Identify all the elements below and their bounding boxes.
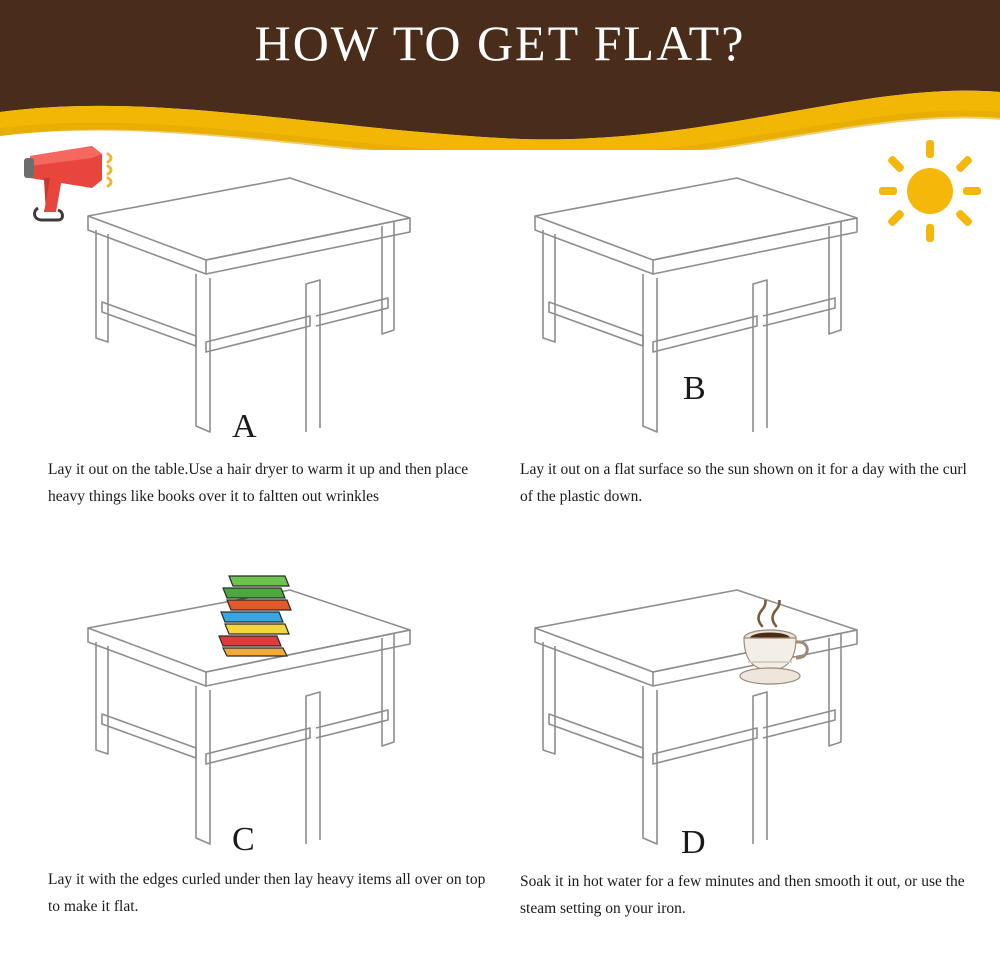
sun-icon <box>875 136 985 246</box>
page-title: HOW TO GET FLAT? <box>254 15 746 71</box>
panel-a <box>10 156 490 556</box>
panel-grid <box>0 150 1000 974</box>
panel-b <box>505 156 985 556</box>
header-banner <box>0 0 1000 150</box>
stack-of-books-icon <box>205 562 315 672</box>
panel-c <box>10 568 490 968</box>
panel-a-illustration <box>10 156 490 456</box>
panel-a-letter: A <box>232 408 257 445</box>
panel-a-caption: Lay it out on the table.Use a hair dryer to warm it up and then place heavy things like books over it to faltten out wrinkles <box>48 461 469 506</box>
panel-d <box>505 568 985 968</box>
panel-b-letter: B <box>683 370 706 407</box>
coffee-cup-icon <box>720 600 830 690</box>
panel-d-illustration <box>505 568 985 868</box>
panel-d-letter: D <box>681 824 706 861</box>
panel-c-letter: C <box>232 821 255 858</box>
hair-dryer-icon <box>18 138 138 228</box>
panel-d-caption: Soak it in hot water for a few minutes and then smooth it out, or use the steam setting on your iron. <box>520 873 965 918</box>
panel-c-illustration <box>10 568 490 868</box>
panel-b-illustration <box>505 156 985 456</box>
panel-c-caption: Lay it with the edges curled under then lay heavy items all over on top to make it flat. <box>48 871 486 916</box>
panel-b-caption: Lay it out on a flat surface so the sun shown on it for a day with the curl of the plastic down. <box>520 461 967 506</box>
